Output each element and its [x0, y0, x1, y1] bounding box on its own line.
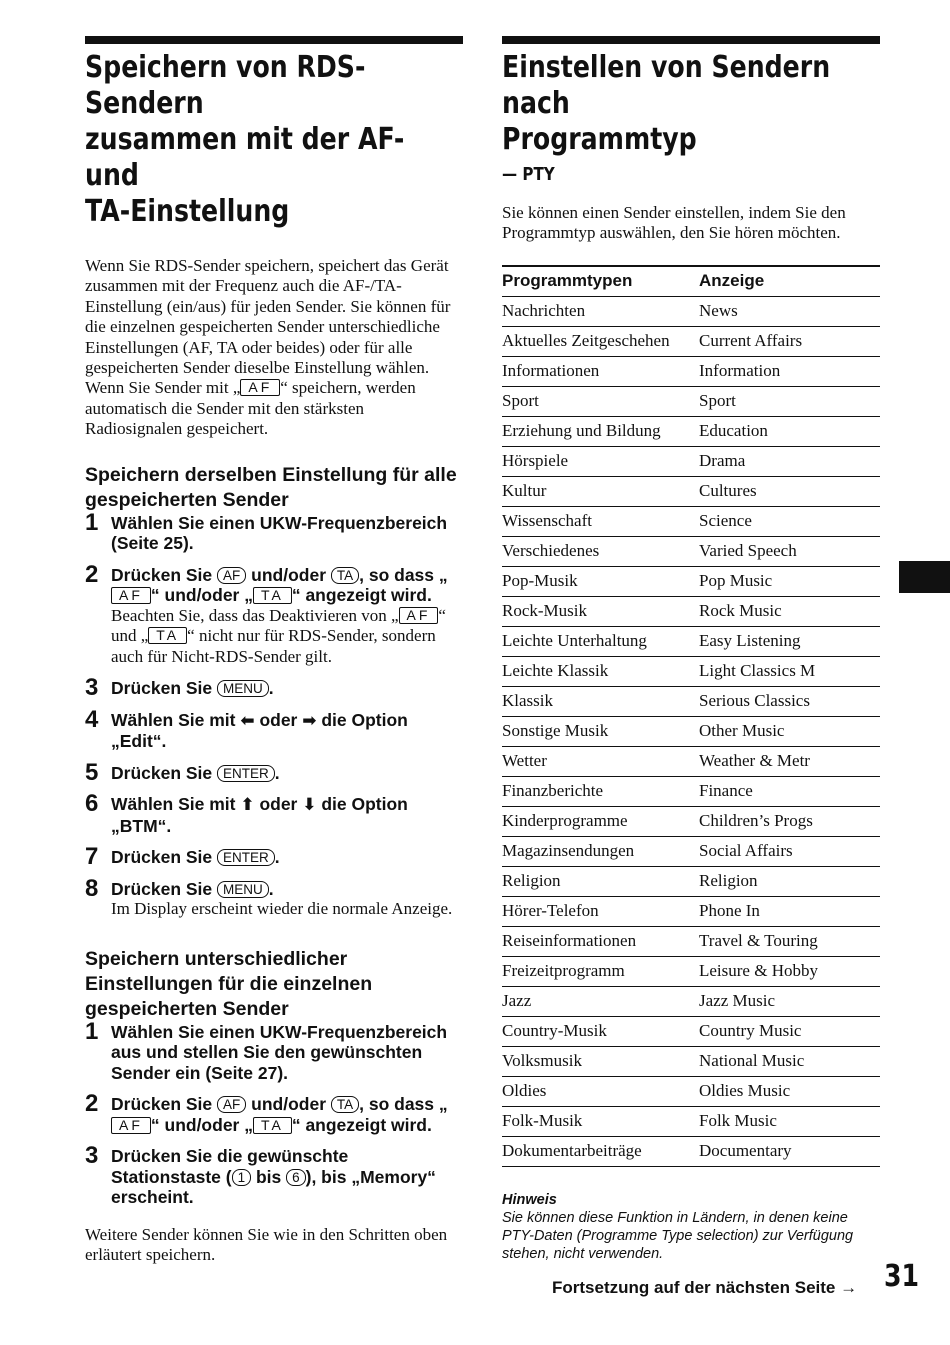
cell-anzeige: Leisure & Hobby [699, 956, 880, 986]
cell-programmtyp: Erziehung und Bildung [502, 416, 699, 446]
cell-programmtyp: Leichte Klassik [502, 656, 699, 686]
cell-anzeige: Education [699, 416, 880, 446]
cell-anzeige: Sport [699, 386, 880, 416]
table-row [502, 296, 880, 326]
cell-anzeige: Easy Listening [699, 626, 880, 656]
cell-anzeige: Varied Speech [699, 536, 880, 566]
cell-anzeige: Cultures [699, 476, 880, 506]
ta-display-indicator: TA [148, 627, 187, 644]
cell-anzeige: Serious Classics [699, 686, 880, 716]
cell-programmtyp: Dokumentarbeiträge [502, 1136, 699, 1166]
table-row [502, 686, 880, 716]
step-number: 1 [85, 1017, 99, 1045]
table-row [502, 986, 880, 1016]
pty-table-body [502, 296, 880, 1166]
step-item [85, 1017, 463, 1084]
table-row [502, 836, 880, 866]
cell-anzeige: Drama [699, 446, 880, 476]
table-header-row [502, 266, 880, 297]
continued-note: Fortsetzung auf der nächsten Seite → [552, 1278, 858, 1297]
table-row [502, 956, 880, 986]
right-title [502, 50, 880, 158]
table-row [502, 476, 880, 506]
step-number: 3 [85, 674, 99, 702]
cell-anzeige: Information [699, 356, 880, 386]
table-row [502, 746, 880, 776]
table-row [502, 806, 880, 836]
cell-programmtyp: Nachrichten [502, 296, 699, 326]
step-number: 3 [85, 1142, 99, 1170]
table-row [502, 386, 880, 416]
left-title [85, 50, 463, 230]
cell-programmtyp: Hörspiele [502, 446, 699, 476]
cell-anzeige: Oldies Music [699, 1076, 880, 1106]
step-number: 4 [85, 705, 99, 733]
cell-anzeige: Light Classics M [699, 656, 880, 686]
step-item [85, 705, 463, 752]
table-row [502, 1136, 880, 1166]
pty-subtitle: — PTY [502, 164, 555, 185]
cell-programmtyp: Informationen [502, 356, 699, 386]
step-number: 2 [85, 1090, 99, 1118]
step-text: Drücken Sie die gewünschte Stationstaste ( 1 bis 6 ), bis „Memory“ erscheint. [111, 1146, 436, 1208]
table-row [502, 506, 880, 536]
left-intro-paragraph: Wenn Sie RDS-Sender speichern, speichert das Gerät zusammen mit der Frequenz auch die AF-/TA-Einstellung (ein/aus) für jeden Sender. Sie können für die einzelnen gespeicherten Sender unterschiedliche Einstellungen (AF, TA oder beides) oder für alle gespeicherten Sender dieselbe Einstellung wählen. Wenn Sie Sender mit „ AF “ speichern, werden automatisch die Sender mit den stärksten Radiosignalen gespeichert. [85, 256, 451, 439]
af-display-indicator: AF [399, 607, 439, 624]
cell-programmtyp: Pop-Musik [502, 566, 699, 596]
table-row [502, 896, 880, 926]
column-header-programmtypen: Programmtypen [502, 266, 699, 297]
af-display-indicator: AF [111, 587, 151, 604]
cell-anzeige: Pop Music [699, 566, 880, 596]
table-row [502, 356, 880, 386]
cell-programmtyp: Kultur [502, 476, 699, 506]
af-display-indicator: AF [111, 1117, 151, 1134]
step-text: Drücken Sie MENU . [111, 878, 274, 899]
cell-anzeige: Religion [699, 866, 880, 896]
cell-programmtyp: Jazz [502, 986, 699, 1016]
step-text: Drücken Sie ENTER . [111, 762, 280, 783]
step-number: 5 [85, 758, 99, 786]
cell-anzeige: Folk Music [699, 1106, 880, 1136]
table-row [502, 656, 880, 686]
right-title-line-1: Einstellen von Sendern nach [502, 50, 831, 121]
right-column [502, 36, 880, 1263]
cell-anzeige: Jazz Music [699, 986, 880, 1016]
title-rule-right [502, 36, 880, 44]
step-text: Drücken Sie AF und/oder TA , so dass „AF “ und/oder „ TA “ angezeigt wird. [111, 564, 448, 606]
preset-button-1-label: 1 [232, 1169, 252, 1186]
table-row [502, 716, 880, 746]
page-number: 31 [884, 1259, 920, 1294]
cell-anzeige: Weather & Metr [699, 746, 880, 776]
table-row [502, 416, 880, 446]
cell-programmtyp: Folk-Musik [502, 1106, 699, 1136]
step-text: Wählen Sie einen UKW-Frequenzbereich (Seite 25). [111, 512, 448, 554]
cell-anzeige: Children’s Progs [699, 806, 880, 836]
af-display-indicator: AF [240, 379, 280, 396]
table-row [502, 926, 880, 956]
step-item [85, 560, 463, 668]
table-row [502, 1076, 880, 1106]
left-column [85, 36, 463, 1265]
arrow-up-icon: ⬆ [240, 795, 255, 816]
cell-programmtyp: Volksmusik [502, 1046, 699, 1076]
step-text: Drücken Sie AF und/oder TA , so dass „AF “ und/oder „ TA “ angezeigt wird. [111, 1094, 448, 1135]
right-intro-paragraph: Sie können einen Sender einstellen, indem Sie den Programmtyp auswählen, den Sie hören möchten. [502, 203, 846, 243]
section1-steps [85, 508, 463, 920]
right-title-line-2: Programmtyp [502, 122, 697, 157]
cell-anzeige: National Music [699, 1046, 880, 1076]
enter-button-label: ENTER [217, 765, 275, 782]
hint-box [502, 1191, 880, 1263]
step-text: Wählen Sie einen UKW-Frequenzbereich aus und stellen Sie den gewünschten Sender ein (Seite 27). [111, 1021, 448, 1083]
table-row [502, 446, 880, 476]
cell-programmtyp: Magazinsendungen [502, 836, 699, 866]
cell-anzeige: Country Music [699, 1016, 880, 1046]
cell-programmtyp: Hörer-Telefon [502, 896, 699, 926]
step-number: 7 [85, 843, 99, 871]
step-text: Drücken Sie ENTER . [111, 847, 280, 868]
step-item [85, 1142, 463, 1208]
step-text: Wählen Sie mit ⬅ oder ➡ die Option „Edit“. [111, 709, 408, 752]
cell-programmtyp: Leichte Unterhaltung [502, 626, 699, 656]
step-item [85, 1090, 463, 1135]
cell-programmtyp: Sport [502, 386, 699, 416]
cell-anzeige: Documentary [699, 1136, 880, 1166]
enter-button-label: ENTER [217, 849, 275, 866]
ta-display-indicator: TA [253, 587, 292, 604]
cell-programmtyp: Rock-Musik [502, 596, 699, 626]
pty-table [502, 265, 880, 1167]
cell-anzeige: Travel & Touring [699, 926, 880, 956]
cell-anzeige: News [699, 296, 880, 326]
step-item [85, 874, 463, 920]
cell-anzeige: Phone In [699, 896, 880, 926]
cell-programmtyp: Freizeitprogramm [502, 956, 699, 986]
cell-anzeige: Social Affairs [699, 836, 880, 866]
cell-anzeige: Other Music [699, 716, 880, 746]
cell-anzeige: Science [699, 506, 880, 536]
menu-button-label: MENU [217, 680, 269, 697]
cell-programmtyp: Klassik [502, 686, 699, 716]
step-item [85, 508, 463, 554]
step-number: 2 [85, 560, 99, 588]
menu-button-label: MENU [217, 881, 269, 898]
section2-heading: Speichern unterschiedlicher Einstellungen für die einzelnen gespeicherten Sender [85, 947, 373, 1020]
table-row [502, 776, 880, 806]
preset-button-6-label: 6 [286, 1169, 306, 1186]
table-row [502, 596, 880, 626]
table-row [502, 536, 880, 566]
table-row [502, 326, 880, 356]
section2-steps [85, 1017, 463, 1208]
step-number: 8 [85, 874, 99, 902]
left-outro-paragraph: Weitere Sender können Sie wie in den Schritten oben erläutert speichern. [85, 1224, 448, 1265]
table-row [502, 566, 880, 596]
left-title-line-1: Speichern von RDS-Sendern [85, 50, 366, 121]
arrow-left-icon: ⬅ [240, 710, 255, 731]
cell-programmtyp: Religion [502, 866, 699, 896]
ta-button-label: TA [331, 567, 359, 584]
table-row [502, 1106, 880, 1136]
table-row [502, 626, 880, 656]
af-button-label: AF [217, 1096, 246, 1113]
step-note: Beachten Sie, dass das Deaktivieren von „ AF “ und „ TA “ nicht nur für RDS-Sender, sondern auch für Nicht-RDS-Sender gilt. [111, 605, 446, 666]
cell-anzeige: Finance [699, 776, 880, 806]
cell-anzeige: Rock Music [699, 596, 880, 626]
arrow-right-icon: ➡ [302, 710, 317, 731]
cell-programmtyp: Country-Musik [502, 1016, 699, 1046]
cell-programmtyp: Aktuelles Zeitgeschehen [502, 326, 699, 356]
cell-programmtyp: Oldies [502, 1076, 699, 1106]
cell-programmtyp: Wissenschaft [502, 506, 699, 536]
step-item [85, 674, 463, 702]
ta-display-indicator: TA [253, 1117, 292, 1134]
section-tab-marker [899, 561, 950, 593]
section1-heading: Speichern derselben Einstellung für alle gespeicherten Sender [85, 463, 457, 511]
ta-button-label: TA [331, 1096, 359, 1113]
step-item [85, 790, 463, 836]
hint-title: Hinweis [502, 1191, 557, 1208]
left-title-line-2: zusammen mit der AF- und [85, 122, 405, 193]
cell-programmtyp: Kinderprogramme [502, 806, 699, 836]
cell-anzeige: Current Affairs [699, 326, 880, 356]
step-item [85, 758, 463, 786]
step-number: 6 [85, 790, 99, 818]
af-button-label: AF [217, 567, 246, 584]
cell-programmtyp: Verschiedenes [502, 536, 699, 566]
table-row [502, 866, 880, 896]
column-header-anzeige: Anzeige [699, 266, 880, 297]
step-text: Drücken Sie MENU . [111, 678, 274, 699]
cell-programmtyp: Finanzberichte [502, 776, 699, 806]
step-item [85, 843, 463, 871]
hint-text: Sie können diese Funktion in Ländern, in denen keine PTY-Daten (Programme Type selection) zur Verfügung stehen, nicht verwenden. [502, 1209, 854, 1262]
step-text: Wählen Sie mit ⬆ oder ⬇ die Option „BTM“. [111, 794, 408, 836]
cell-programmtyp: Sonstige Musik [502, 716, 699, 746]
step-number: 1 [85, 508, 99, 536]
left-title-line-3: TA-Einstellung [85, 194, 290, 229]
step-note: Im Display erscheint wieder die normale Anzeige. [111, 899, 453, 919]
cell-programmtyp: Reiseinformationen [502, 926, 699, 956]
cell-programmtyp: Wetter [502, 746, 699, 776]
table-row [502, 1016, 880, 1046]
title-rule-left [85, 36, 463, 44]
arrow-down-icon: ⬇ [302, 795, 317, 816]
table-row [502, 1046, 880, 1076]
